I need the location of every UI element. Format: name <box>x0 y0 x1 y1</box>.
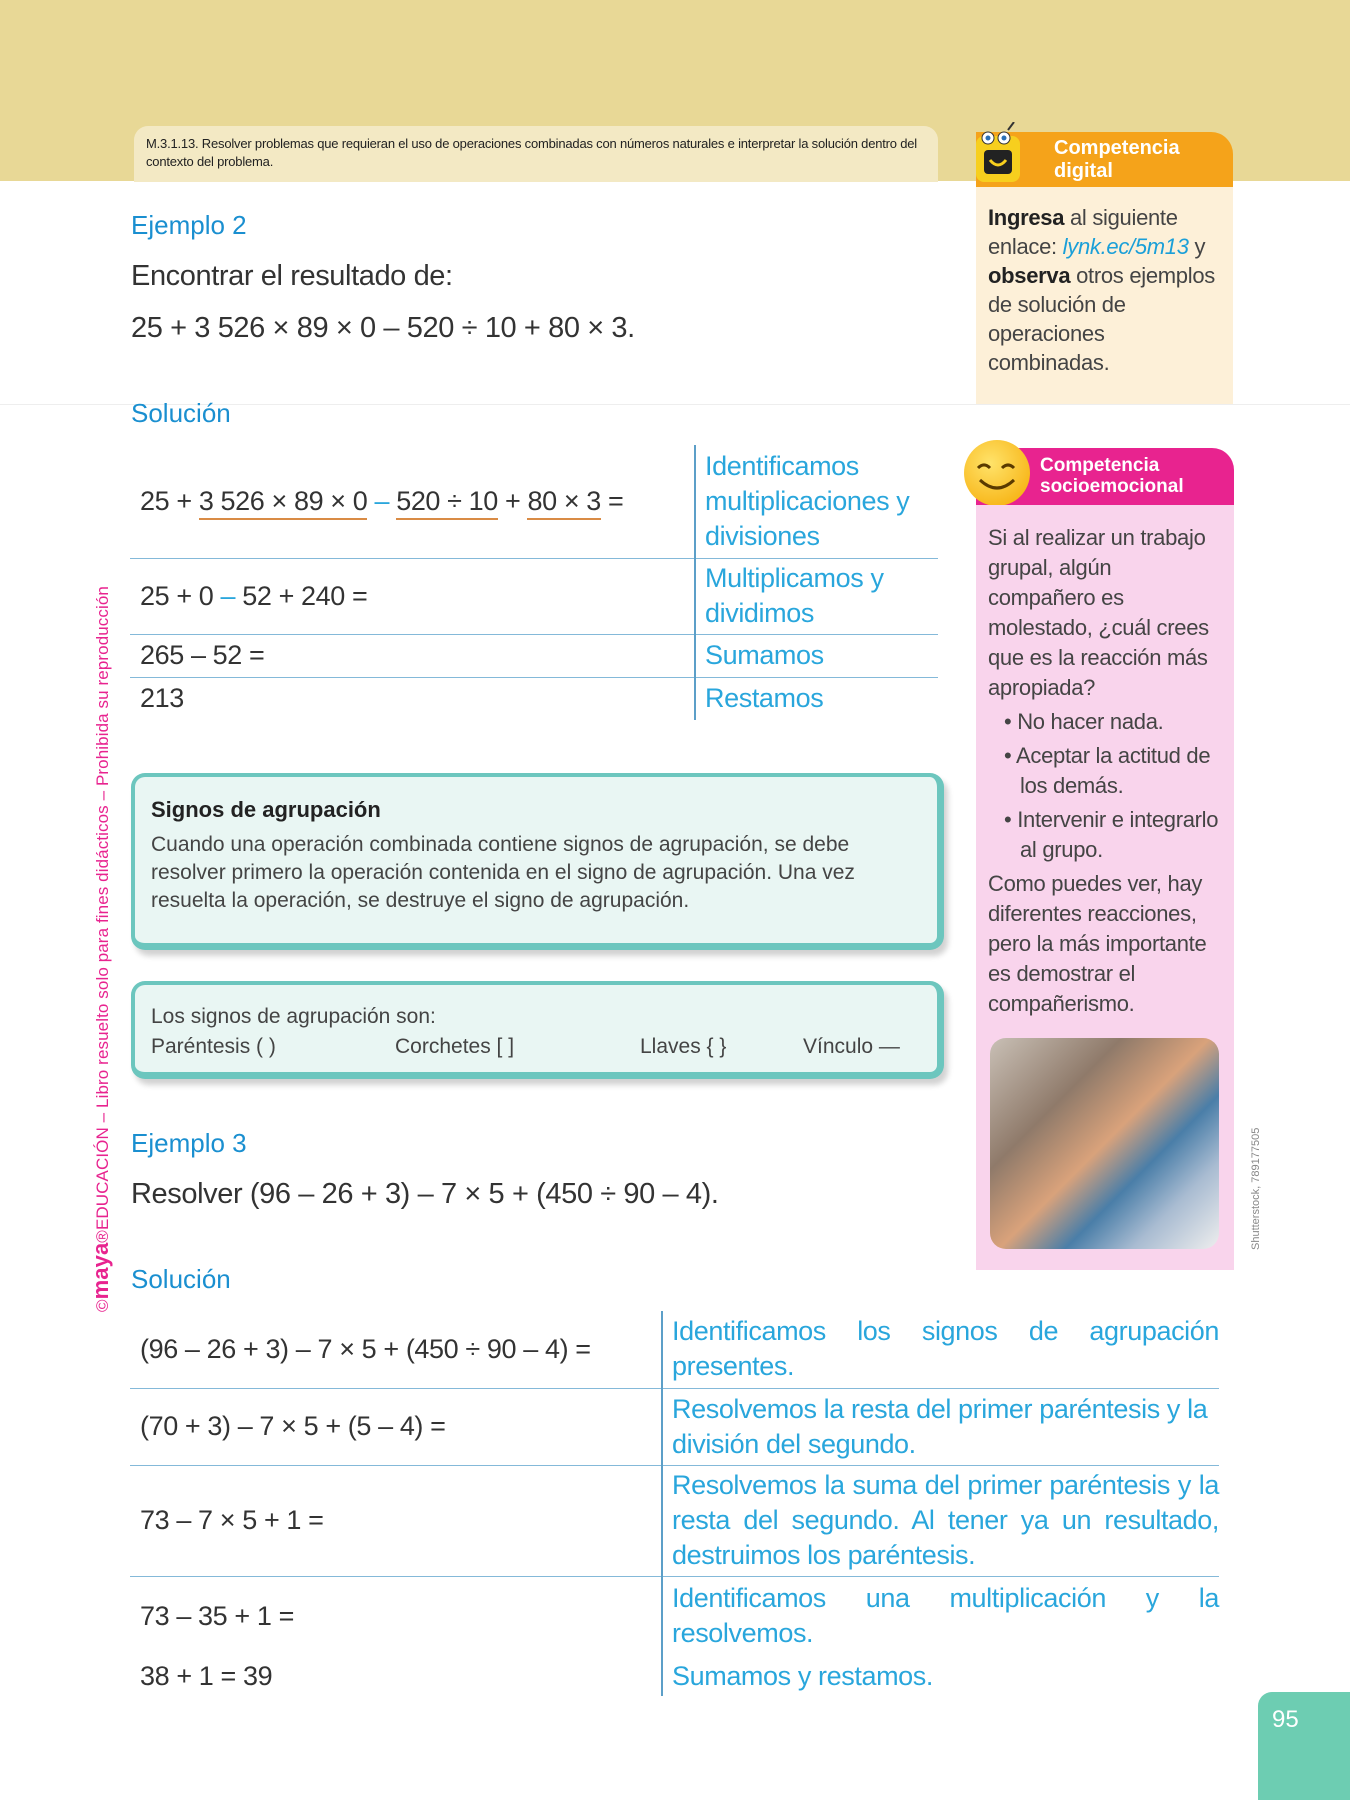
example-3-prompt: Resolver (96 – 26 + 3) – 7 × 5 + (450 ÷ 90 – 4). <box>131 1178 719 1210</box>
grouping-signs-note <box>131 773 944 950</box>
table-row: 73 – 35 + 1 = Identificamos una multiplicación y la resolvemos. <box>130 1576 1219 1656</box>
list-intro: Los signos de agrupación son: <box>151 1005 436 1028</box>
list-item: Corchetes [ ] <box>395 1035 515 1058</box>
learning-objective: M.3.1.13. Resolver problemas que requieran el uso de operaciones combinadas con números naturales e interpretar la solución dentro del contexto del problema. <box>134 126 938 182</box>
table-row: 213 Restamos <box>130 677 938 720</box>
table-row: (96 – 26 + 3) – 7 × 5 + (450 ÷ 90 – 4) = Identificamos los signos de agrupación presentes. <box>130 1311 1219 1388</box>
digital-title-1: Competencia <box>1054 137 1180 159</box>
list-item: Vínculo — <box>803 1035 900 1058</box>
digital-competence-body: Ingresa al siguiente enlace: lynk.ec/5m13 y observa otros ejemplos de solución de operaciones combinadas. <box>976 187 1233 404</box>
table-row: 38 + 1 = 39 Sumamos y restamos. <box>130 1656 1219 1696</box>
socio-title-1: Competencia <box>1040 455 1160 476</box>
option-item: • Intervenir e integrarlo al grupo. <box>1004 807 1219 862</box>
socio-title-2: socioemocional <box>1040 476 1184 497</box>
children-teamwork-photo <box>990 1038 1219 1249</box>
table-row: 25 + 3 526 × 89 × 0 – 520 ÷ 10 + 80 × 3 = Identificamos multiplicaciones y divisiones <box>130 445 938 558</box>
solution-title: Solución <box>131 398 231 428</box>
solution-table-1 <box>130 445 938 720</box>
solution-title-2: Solución <box>131 1264 231 1294</box>
table-row: 25 + 0 – 52 + 240 = Multiplicamos y dividimos <box>130 558 938 634</box>
grouping-signs-list <box>131 981 944 1079</box>
example-2-expression: 25 + 3 526 × 89 × 0 – 520 ÷ 10 + 80 × 3. <box>131 312 635 344</box>
list-item: Paréntesis ( ) <box>151 1035 276 1058</box>
socio-conclusion: Como puedes ver, hay diferentes reacciones, pero la más importante es demostrar el compañerismo. <box>988 871 1207 1016</box>
digital-title-2: digital <box>1054 160 1113 182</box>
option-item: • Aceptar la actitud de los demás. <box>1004 743 1211 798</box>
option-item: • No hacer nada. <box>1004 709 1164 734</box>
page-number: 95 <box>1258 1692 1350 1800</box>
list-item: Llaves { } <box>640 1035 727 1058</box>
solution-table-2 <box>130 1311 1219 1696</box>
smiley-icon <box>964 440 1030 506</box>
photo-credit: Shutterstock, 789177505 <box>1250 1127 1262 1250</box>
table-row: 265 – 52 = Sumamos <box>130 634 938 677</box>
robot-mascot-icon <box>968 122 1034 194</box>
example-2-title: Ejemplo 2 <box>131 210 247 240</box>
copyright-notice: ©maya®EDUCACIÓN – Libro resuelto solo para fines didácticos – Prohibida su reproducción <box>88 586 113 1312</box>
table-row: (70 + 3) – 7 × 5 + (5 – 4) = Resolvemos la resta del primer paréntesis y la división del segundo. <box>130 1388 1219 1465</box>
resource-link[interactable]: lynk.ec/5m13 <box>1062 234 1189 259</box>
note-text: Cuando una operación combinada contiene signos de agrupación, se debe resolver primero la operación contenida en el signo de agrupación. Una vez resuelta la operación, se destruye el signo de agrupación. <box>151 833 855 912</box>
socio-question: Si al realizar un trabajo grupal, algún compañero es molestado, ¿cuál crees que es la reacción más apropiada? <box>988 525 1209 700</box>
note-title: Signos de agrupación <box>151 797 381 822</box>
table-row: 73 – 7 × 5 + 1 = Resolvemos la suma del primer paréntesis y la resta del segundo. Al tener ya un resultado, destruimos los paréntesis. <box>130 1465 1219 1576</box>
example-3-title: Ejemplo 3 <box>131 1128 247 1158</box>
example-2-prompt: Encontrar el resultado de: <box>131 260 453 292</box>
